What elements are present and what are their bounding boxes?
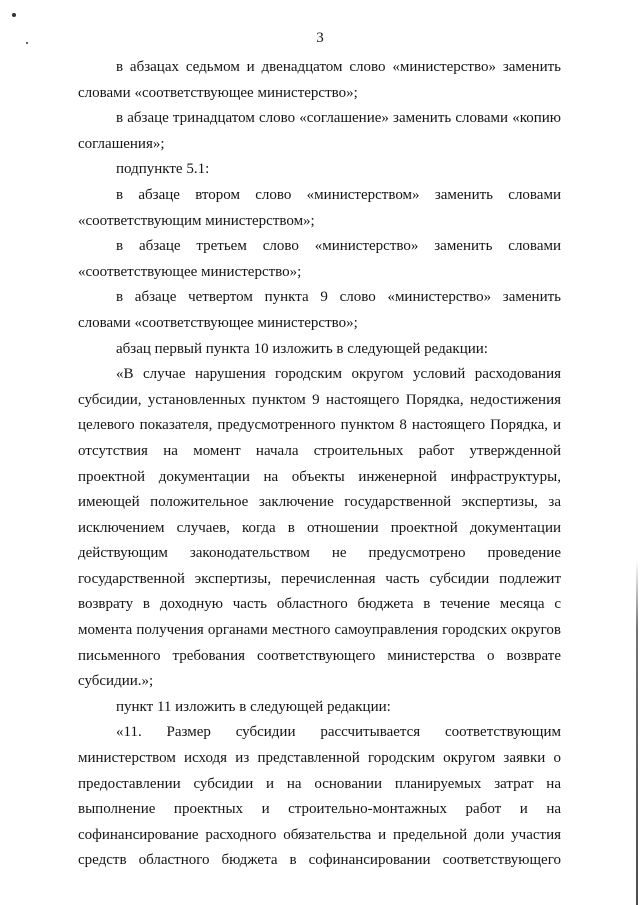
paragraph: в абзаце тринадцатом слово «соглашение» заменить словами «копию соглашения»; — [78, 110, 561, 152]
paragraph: «В случае нарушения городским округом условий расходования субсидии, установленных пунктом 9 настоящего Порядка, недостижения целевого показателя, предусмотренного пунктом 8 настоящего Порядка, и отсутствия на момент начала строительных работ утвержденной проектной документации на объекты инженерной инфраструктуры, имеющей положительное заключение государственной экспертизы, за исключением случаев, когда в отношении проектной документации действующим законодательством не предусмотрено проведение государственной экспертизы, перечисленная часть субсидии подлежит возврату в доходную часть областного бюджета в течение месяца с момента получения органами местного самоуправления городских округов письменного требования соответствующего министерства о возврате субсидии.»; — [78, 366, 561, 690]
paragraph: подпункте 5.1: — [116, 161, 210, 178]
paragraph: пункт 11 изложить в следующей редакции: — [116, 698, 391, 715]
paragraph: абзац первый пункта 10 изложить в следующей редакции: — [116, 340, 488, 357]
scan-edge-shadow — [636, 560, 638, 905]
page-number: 3 — [316, 30, 324, 46]
paragraph: в абзаце третьем слово «министерство» заменить словами «соответствующее министерство»; — [78, 238, 561, 280]
paragraph: в абзаце втором слово «министерством» заменить словами «соответствующим министерством»; — [78, 186, 561, 229]
scan-speck — [12, 13, 16, 17]
paragraph: «11. Размер субсидии рассчитывается соответствующим министерством исходя из представленной городским округом заявки о предоставлении субсидии и на основании планируемых затрат на выполнение проектных и строительно-монтажных работ и на софинансирование расходного обязательства и предельной доли участия средств областного бюджета в софинансировании соответствующего — [78, 724, 561, 869]
document-body — [78, 55, 561, 874]
paragraph: в абзаце четвертом пункта 9 слово «министерство» заменить словами «соответствующее министерство»; — [78, 289, 561, 331]
paragraph: в абзацах седьмом и двенадцатом слово «министерство» заменить словами «соответствующее министерство»; — [78, 59, 561, 101]
